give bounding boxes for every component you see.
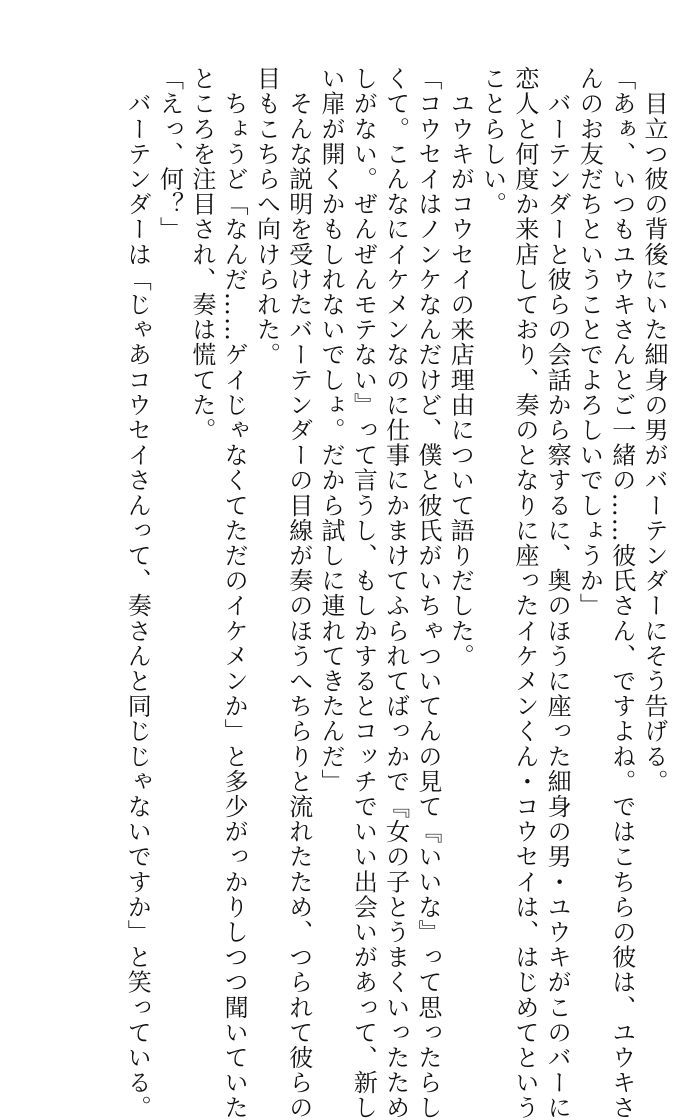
text-line: しがない。ぜんぜんモテない』って言うし、もしかするとコッチでいい出会いがあって、新し — [349, 66, 378, 1120]
text-line: 恋人と何度か来店しており、奏のとなりに座ったイケメンくん・コウセイは、はじめてという — [510, 66, 539, 1120]
text-line: 「コウセイはノンケなんだけど、僕と彼氏がいちゃついてんの見て『いいな』って思ったらし — [413, 66, 442, 1120]
text-line: バーテンダーと彼らの会話から察するに、奥のほうに座った細身の男・ユウキがこのバーに — [543, 66, 572, 1120]
text-line: んのお友だちということでよろしいでしょうか」 — [575, 66, 604, 619]
text-line: バーテンダーは「じゃあコウセイさんって、奏さんと同じじゃないですか」と笑っている。 — [123, 66, 152, 1120]
text-line: ことらしい。 — [478, 66, 507, 217]
text-line: ちょうど「なんだ……ゲイじゃなくてただのイケメンか」と多少がっかりしつつ聞いていた — [220, 66, 249, 1120]
text-line: ユウキがコウセイの来店理由について語りだした。 — [446, 66, 475, 669]
text-line: そんな説明を受けたバーテンダーの目線が奏のほうへちらりと流れたため、つられて彼らの — [284, 66, 313, 1120]
text-line: ところを注目され、奏は慌てた。 — [187, 66, 216, 443]
text-line: い扉が開くかもしれないでしょ。だから試しに連れてきたんだ」 — [317, 66, 346, 794]
text-line: 目立つ彼の背後にいた細身の男がバーテンダーにそう告げる。 — [640, 66, 668, 794]
text-line: 目もこちらへ向けられた。 — [252, 66, 281, 368]
text-line: くて。こんなにイケメンなのに仕事にかまけてふられてばっかで『女の子とうまくいったため — [381, 66, 410, 1120]
body-text — [121, 66, 670, 1120]
text-line: 「あぁ、いつもユウキさんとご一緒の……彼氏さん、ですよね。ではこちらの彼は、ユウキさ — [607, 66, 636, 1120]
text-line: 「えっ、何？」 — [155, 66, 184, 242]
